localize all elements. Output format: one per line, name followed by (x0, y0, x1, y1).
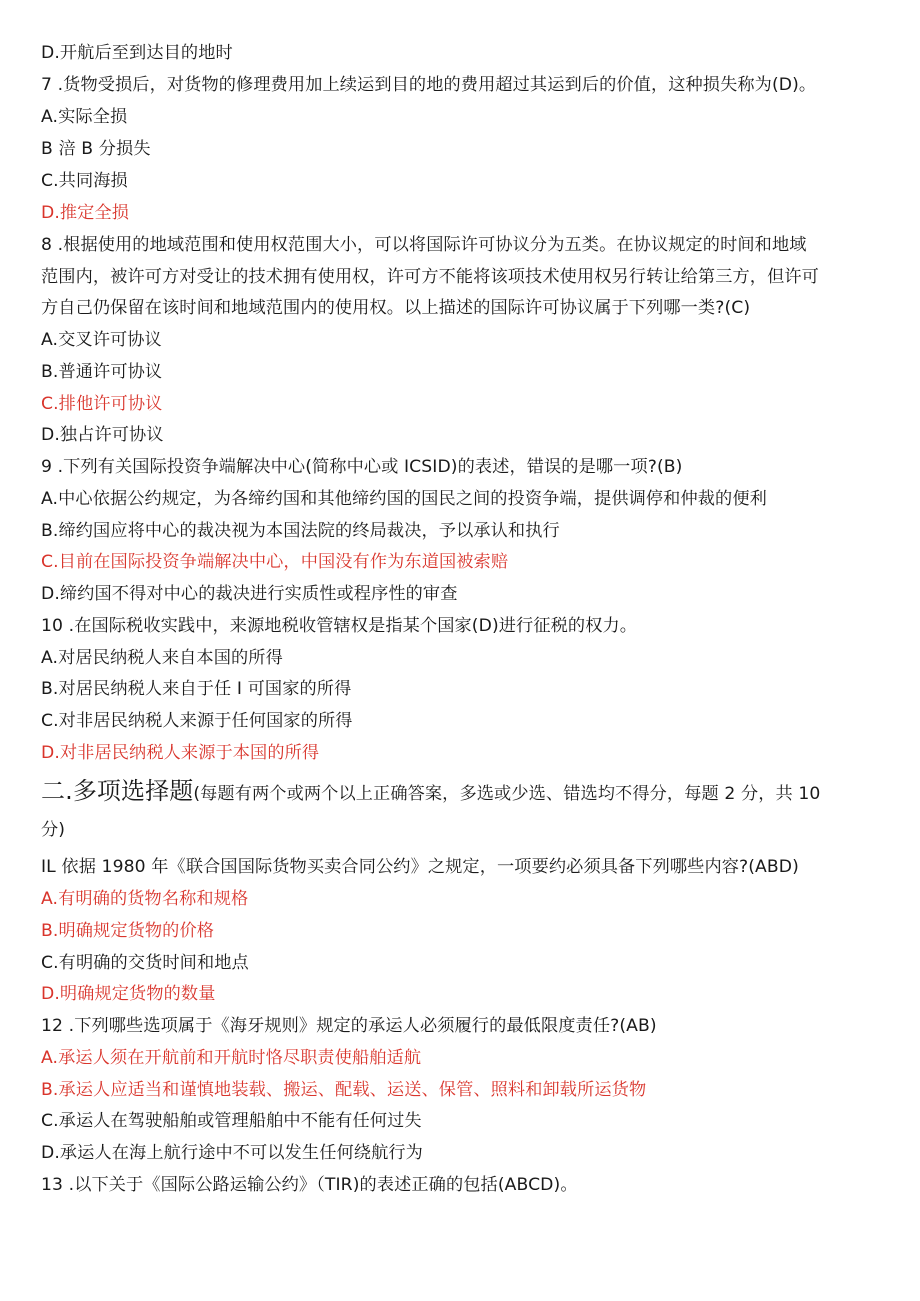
correct-answer-line: C.目前在国际投资争端解决中心，中国没有作为东道国被索赔 (41, 552, 509, 572)
question-13: 13 .以下关于《国际公路运输公约》（TIR)的表述正确的包括(ABCD)。 (41, 1175, 578, 1195)
section-heading (41, 776, 890, 806)
section-title: 二.多项选择题 (41, 777, 194, 805)
question-8: 8 .根据使用的地域范围和使用权范围大小，可以将国际许可协议分为五类。在协议规定的时间和地域 (41, 235, 807, 255)
correct-answer-line: D.明确规定货物的数量 (41, 984, 216, 1004)
correct-answer-line: C.排他许可协议 (41, 394, 163, 414)
correct-answer-line: A.承运人须在开航前和开航时恪尽职责使船舶适航 (41, 1048, 422, 1068)
question-12: 12 .下列哪些选项属于《海牙规则》规定的承运人必须履行的最低限度责任?(AB) (41, 1016, 657, 1036)
correct-answer-line: D.对非居民纳税人来源于本国的所得 (41, 743, 320, 763)
question-7: 7 .货物受损后，对货物的修理费用加上续运到目的地的费用超过其运到后的价值，这种损失称为(D)。 (41, 75, 817, 95)
option-line: C.共同海损 (41, 171, 128, 191)
option-line: C.对非居民纳税人来源于任何国家的所得 (41, 711, 353, 731)
question-8-cont: 范围内，被许可方对受让的技术拥有使用权，许可方不能将该项技术使用权另行转让给第三方，但许可 (41, 267, 819, 287)
option-line: A.中心依据公约规定，为各缔约国和其他缔约国的国民之间的投资争端，提供调停和仲裁的便利 (41, 489, 767, 509)
question-11: IL 依据 1980 年《联合国国际货物买卖合同公约》之规定，一项要约必须具备下列哪些内容?(ABD) (41, 857, 799, 877)
section-instructions-cont: 分) (41, 820, 66, 840)
option-line: D.独占许可协议 (41, 425, 164, 445)
question-9: 9 .下列有关国际投资争端解决中心(简称中心或 ICSID)的表述，错误的是哪一项?(B) (41, 457, 683, 477)
option-line: A.实际全损 (41, 107, 128, 127)
option-line: D.开航后至到达目的地时 (41, 43, 233, 63)
option-line: B.普通许可协议 (41, 362, 163, 382)
option-line: C.承运人在驾驶船舶或管理船舶中不能有任何过失 (41, 1111, 422, 1131)
option-line: B.缔约国应将中心的裁决视为本国法院的终局裁决，予以承认和执行 (41, 521, 560, 541)
section-instructions: (每题有两个或两个以上正确答案，多选或少选、错选均不得分，每题 2 分，共 10 (193, 784, 821, 804)
option-line: B.对居民纳税人来自于任 I 可国家的所得 (41, 679, 352, 699)
option-line: D.承运人在海上航行途中不可以发生任何绕航行为 (41, 1143, 423, 1163)
correct-answer-line: B.明确规定货物的价格 (41, 921, 215, 941)
correct-answer-line: B.承运人应适当和谨慎地装载、搬运、配载、运送、保管、照料和卸载所运货物 (41, 1080, 647, 1100)
option-line: B 涪 B 分损失 (41, 139, 151, 159)
question-10: 10 .在国际税收实践中，来源地税收管辖权是指某个国家(D)进行征税的权力。 (41, 616, 638, 636)
question-8-cont: 方自己仍保留在该时间和地域范围内的使用权。以上描述的国际许可协议属于下列哪一类?(C) (41, 298, 751, 318)
option-line: A.对居民纳税人来自本国的所得 (41, 648, 283, 668)
option-line: A.交叉许可协议 (41, 330, 162, 350)
correct-answer-line: D.推定全损 (41, 203, 130, 223)
option-line: C.有明确的交货时间和地点 (41, 953, 249, 973)
correct-answer-line: A.有明确的货物名称和规格 (41, 889, 249, 909)
option-line: D.缔约国不得对中心的裁决进行实质性或程序性的审查 (41, 584, 458, 604)
